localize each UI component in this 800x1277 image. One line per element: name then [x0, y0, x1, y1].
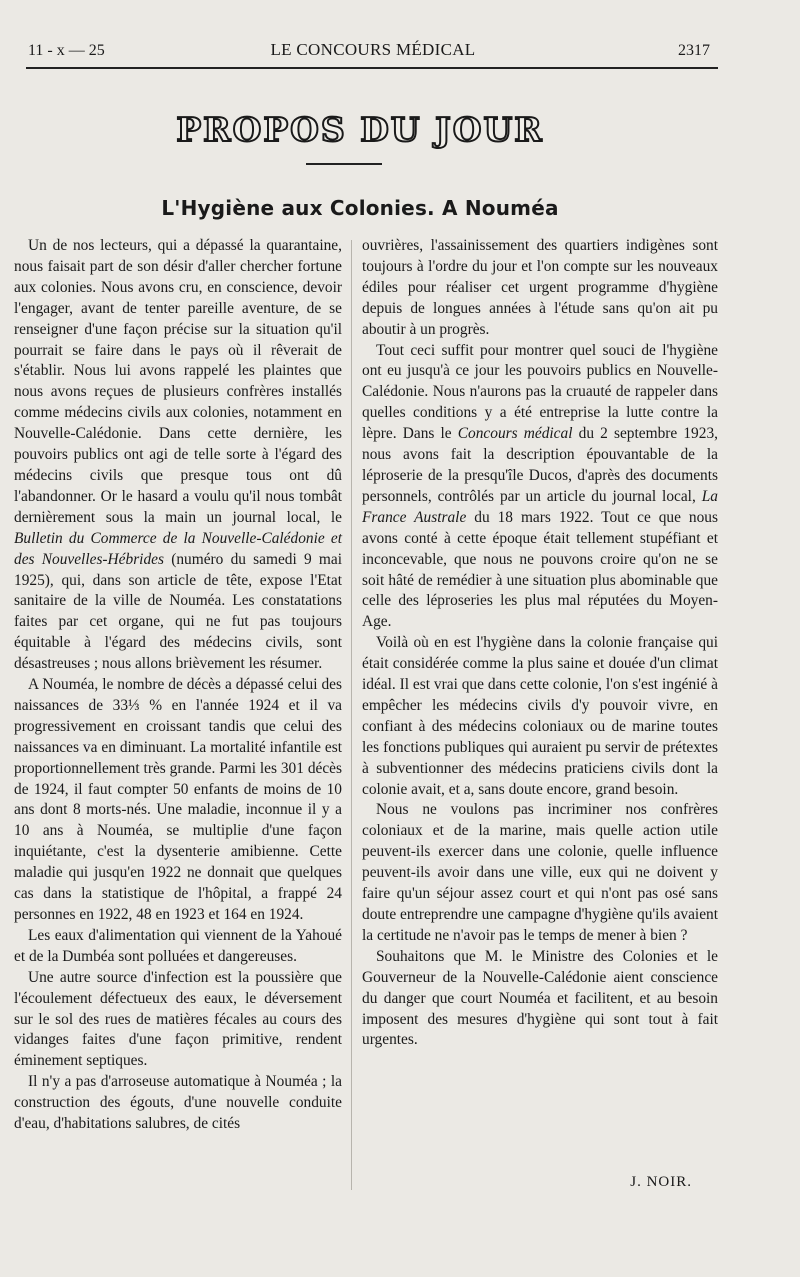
paragraph-text: du 2 septembre 1923, nous avons fait la description épouvantable de la léproserie de la presqu'île Ducos, d'après des documents personnels, contrôlés par un article du journal local, [362, 425, 718, 505]
article-title: L'Hygiène aux Colonies. A Nouméa [161, 196, 559, 220]
left-paragraph-2: A Nouméa, le nombre de décès a dépassé celui des naissances de 33⅓ % en l'année 1924 et il va progressivement en croissant tandis que celui des naissances va en diminuant. La mortalité infantile est proportionnellement très grande. Parmi les 301 décès de 1924, il faut compter 50 enfants de moins de 10 ans dont 8 morts-nés. Une maladie, inconnue il y a 10 ans à Nouméa, se multiplie d'une façon inquiétante, c'est la dysenterie amibienne. Cette maladie qui jusqu'en 1922 ne donnait que quelques cas dans la statistique de l'hôpital, a frappé 24 personnes en 1922, 48 en 1923 et 164 en 1924. [14, 676, 342, 923]
paragraph-text: Un de nos lecteurs, qui a dépassé la quarantaine, nous faisait part de son désir d'aller chercher fortune aux colonies. Nous avons cru, en conscience, devoir l'engager, avant de tenter pareille aventure, de se renseigner d'une façon précise sur la situation qu'il pourrait se faire dans le pays où il rêverait de s'établir. Nous lui avons rappelé les plaintes que nous avons reçues de plusieurs confrères installés comme médecins civils aux colonies, notamment en Nouvelle-Calédonie. Dans cette dernière, les pouvoirs publics ont agi de telle sorte à l'égard des médecins civils que presque tous ont dû l'abandonner. Or le hasard a voulu qu'il nous tombât dernièrement sous la main un journal local, le [14, 237, 342, 526]
right-paragraph-3: Voilà où en est l'hygiène dans la colonie française qui était considérée comme la plus saine et douée d'un climat idéal. Il est vrai que dans cette colonie, l'on s'est ingénié à empêcher les médecins civils d'y pouvoir vivre, en confiant à des médecins coloniaux ou de marine toutes les fonctions publiques qui auraient pu servir de prétextes à subventionner des médecins praticiens civils dont la colonie avait, et a, sans doute encore, grand besoin. [362, 634, 718, 798]
right-paragraph-2 [362, 341, 718, 634]
paragraph-text: (numéro du samedi 9 mai 1925), qui, dans son article de tête, expose l'Etat sanitaire de la ville de Nouméa. Les constatations faites par cet organe, qui ne fut pas toujours équitable à l'égard des médecins civils, sont désastreuses ; nous allons brièvement les résumer. [14, 550, 342, 673]
journal-reference: Concours médical [457, 425, 573, 443]
journal-reference: La France Australe [362, 487, 718, 526]
right-paragraph-1: ouvrières, l'assainissement des quartiers indigènes sont toujours à l'ordre du jour et l'on compte sur les nouveaux édiles pour réaliser cet urgent programme d'hygiène depuis de longues années à l'étude sans qu'on ait pu aboutir à un progrès. [362, 237, 718, 338]
paragraph-text: Tout ceci suffit pour montrer quel souci de l'hygiène ont eu jusqu'à ce jour les pouvoirs publics en Nouvelle-Calédonie. Nous n'aurons pas la cruauté de rappeler dans quelles conditions y a été entreprise la lutte contre la lèpre. Dans le [362, 341, 718, 443]
header-rule [26, 67, 718, 69]
issue-date: 11 - x — 25 [28, 42, 105, 59]
right-paragraph-4: Nous ne voulons pas incriminer nos confrères coloniaux et de la marine, mais quelle action utile peuvent-ils exercer dans une colonie, quelle influence peuvent-ils avoir dans une ville, eux qui ne doivent y faire qu'un séjour assez court et qui n'ont pas osé sans doute entreprendre une campagne d'hygiène qu'ils avaient la certitude ne n'avoir pas le temps de mener à bien ? [362, 801, 718, 944]
title-divider [306, 163, 382, 165]
left-paragraph-3: Les eaux d'alimentation qui viennent de la Yahoué et de la Dumbéa sont polluées et dangereuses. [14, 926, 342, 965]
left-paragraph-4: Une autre source d'infection est la poussière que l'écoulement défectueux des eaux, le déversement sur le sol des rues de matières fécales au cours des vidanges faites d'une façon primitive, rendent éminement septiques. [14, 968, 342, 1070]
author-signature: J. NOIR. [630, 1174, 692, 1190]
right-paragraph-5: Souhaitons que M. le Ministre des Colonies et le Gouverneur de la Nouvelle-Calédonie aient conscience du danger que court Nouméa et facilitent, et au besoin imposent des mesures d'hygiène qui sont tout à fait urgentes. [362, 947, 718, 1049]
journal-name: LE CONCOURS MÉDICAL [270, 40, 476, 59]
paragraph-text: du 18 mars 1922. Tout ce que nous avons conté à cette époque était tellement stupéfiant et inconcevable, que nous ne pouvons croire qu'on ne se soit hâté de remédier à une situation plus abominable que celle des léproseries les plus mal réputées du Moyen-Age. [362, 508, 718, 631]
left-paragraph-1 [14, 236, 342, 675]
journal-reference: Bulletin du Commerce de la Nouvelle-Calédonie et des Nouvelles-Hébrides [14, 529, 342, 568]
page-number: 2317 [678, 42, 710, 59]
column-divider [351, 240, 352, 1190]
right-column [362, 236, 718, 1051]
left-column [14, 236, 342, 1135]
section-title: PROPOS DU JOUR [176, 110, 544, 149]
page-header [28, 40, 718, 66]
left-paragraph-5: Il n'y a pas d'arroseuse automatique à Nouméa ; la construction des égouts, d'une nouvelle conduite d'eau, d'habitations salubres, de cités [14, 1073, 342, 1133]
